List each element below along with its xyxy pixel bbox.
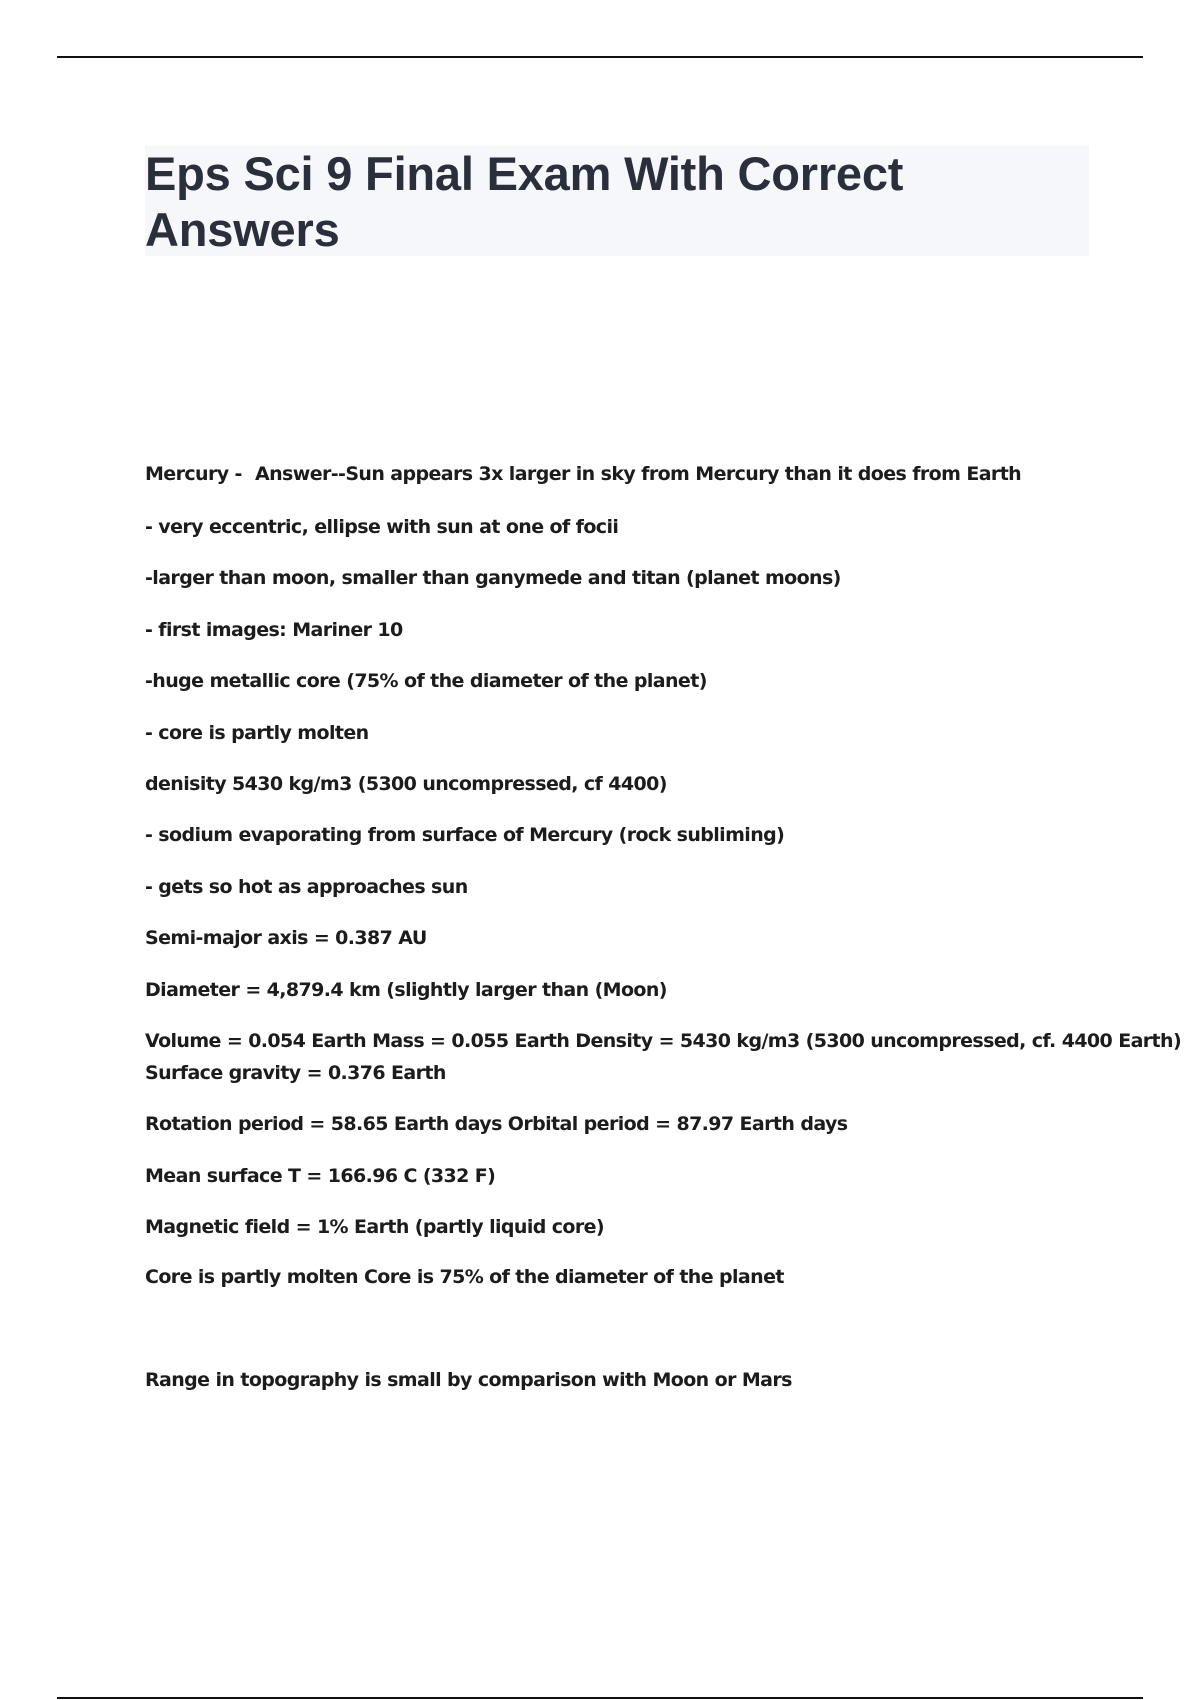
answer-line: - very eccentric, ellipse with sun at one of focii [145, 516, 619, 538]
page-title: Eps Sci 9 Final Exam With Correct Answers [145, 147, 904, 256]
answer-line: -huge metallic core (75% of the diameter of the planet) [145, 670, 707, 692]
answer-text: Answer--Sun appears 3x larger in sky from Mercury than it does from Earth [255, 463, 1022, 485]
answer-line: Semi-major axis = 0.387 AU [145, 927, 427, 949]
answer-line: Mean surface T = 166.96 C (332 F) [145, 1165, 496, 1187]
question-line [145, 458, 1021, 490]
answer-line: Rotation period = 58.65 Earth days Orbital period = 87.97 Earth days [145, 1113, 848, 1135]
top-rule [57, 56, 1143, 58]
answer-line: Volume = 0.054 Earth Mass = 0.055 Earth Density = 5430 kg/m3 (5300 uncompressed, cf. 4400 Earth) [145, 1030, 1182, 1052]
answer-line: Magnetic field = 1% Earth (partly liquid core) [145, 1216, 605, 1238]
answer-line: Diameter = 4,879.4 km (slightly larger than (Moon) [145, 979, 667, 1001]
answer-line: - first images: Mariner 10 [145, 619, 403, 641]
answer-line: denisity 5430 kg/m3 (5300 uncompressed, cf 4400) [145, 773, 667, 795]
answer-line: - sodium evaporating from surface of Mercury (rock subliming) [145, 824, 785, 846]
answer-line: - core is partly molten [145, 722, 369, 744]
answer-line: Surface gravity = 0.376 Earth [145, 1062, 446, 1084]
answer-line: Range in topography is small by comparison with Moon or Mars [145, 1369, 792, 1391]
title-box [145, 146, 1089, 256]
answer-line: -larger than moon, smaller than ganymede and titan (planet moons) [145, 567, 841, 589]
answer-line: Core is partly molten Core is 75% of the diameter of the planet [145, 1266, 784, 1288]
bottom-rule [57, 1697, 1143, 1699]
answer-line: - gets so hot as approaches sun [145, 876, 468, 898]
question-term: Mercury - [145, 463, 242, 485]
